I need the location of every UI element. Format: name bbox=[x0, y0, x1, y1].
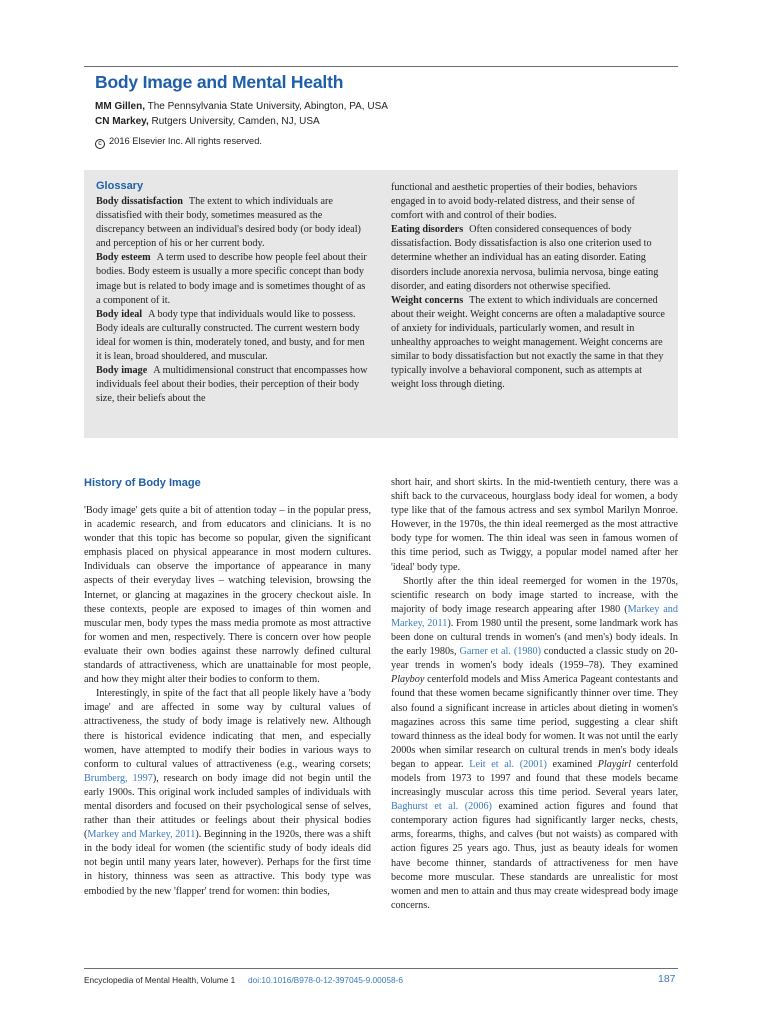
copyright-text: 2016 Elsevier Inc. All rights reserved. bbox=[109, 136, 262, 146]
section-heading: History of Body Image bbox=[84, 477, 201, 489]
glossary-definition: A term used to describe how people feel about their bodies. Body esteem is usually a more specific concept than body image but is related to body image and is sometimes thought of as a component of it. bbox=[96, 252, 367, 306]
citation-link[interactable]: Leit et al. (2001) bbox=[469, 758, 547, 770]
body-column-left bbox=[84, 504, 371, 899]
bottom-rule bbox=[84, 968, 678, 969]
body-paragraph bbox=[84, 687, 371, 898]
glossary-heading: Glossary bbox=[96, 180, 144, 192]
text-run: centerfold models from 1973 to 1997 and found that these models became increasingly muscular across this time period. Several years later, bbox=[391, 758, 678, 799]
citation-link[interactable]: Markey and Markey, 2011 bbox=[87, 829, 196, 841]
author-name: CN Markey, bbox=[95, 116, 149, 127]
glossary-column-right bbox=[391, 181, 669, 392]
glossary-term: Body ideal bbox=[96, 308, 143, 320]
glossary-definition: The extent to which individuals are concerned about their weight. Weight concerns are often a maladaptive source of anxiety for individuals, particularly women, and result in unhealthy approaches to weight management. Weight concerns are similar to body dissatisfaction but not exactly the same in that they typically involve a behavioral component, such as attempts at weight loss through dieting. bbox=[391, 294, 665, 391]
citation-link[interactable]: Markey and Markey, 2011 bbox=[391, 603, 678, 629]
text-run: examined action figures and found that contemporary action figures had significantly larger necks, chests, arms, forearms, thighs, and calves (but not waists) as compared with action figures 25 years ago. Thus, just as beauty ideals for women have become thinner, standards of attractiveness for men have become more muscular. These standards are unrealistic for most women and men to attain and thus may create widespread body image concerns. bbox=[391, 801, 678, 911]
body-column-right bbox=[391, 476, 678, 913]
body-paragraph: short hair, and short skirts. In the mid-twentieth century, there was a shift back to the curvaceous, hourglass body ideal for women, a body type like that of the famous actress and sex symbol Marilyn Monroe. However, in the 1970s, the thin ideal reemerged as the most attractive body type for women. The thin ideal was seen in famous women of this time period, such as Twiggy, a popular model named after her 'ideal' body type. bbox=[391, 477, 678, 573]
author-affiliation: Rutgers University, Camden, NJ, USA bbox=[151, 116, 320, 127]
glossary-entry bbox=[96, 251, 372, 307]
glossary-column-left bbox=[96, 195, 372, 406]
text-run: Shortly after the thin ideal reemerged for women in the 1970s, scientific research on body image started to increase, with the majority of body image research appearing after 1980 ( bbox=[391, 575, 678, 615]
glossary-entry bbox=[96, 308, 372, 364]
glossary-term: Eating disorders bbox=[391, 224, 464, 236]
text-run: Interestingly, in spite of the fact that all people likely have a 'body image' and are affected in some way by cultural values of attractiveness, the study of body image is relatively new. Although there is historical evidence indicating that men, and especially women, have attempted to modify their bodies in various ways to conform to cultural values of attractiveness (e.g., wearing corsets; bbox=[84, 688, 371, 770]
author-list bbox=[95, 99, 388, 129]
glossary-entry bbox=[391, 294, 669, 393]
text-run: ). From 1980 until the present, some landmark work has been done on cultural trends in women's (and men's) body ideals. In the early 1980s, bbox=[391, 617, 678, 658]
footer-doi-link[interactable]: doi:10.1016/B978-0-12-397045-9.00058-6 bbox=[248, 975, 403, 985]
glossary-definition: The extent to which individuals are dissatisfied with their body, sometimes measured as the discrepancy between an individual's desired body (or body ideal) and perception of his or her current body. bbox=[96, 196, 361, 250]
text-run: conducted a classic study on 20-year trends in women's body ideals (1959–78). They examined bbox=[391, 646, 678, 672]
page-number: 187 bbox=[658, 973, 676, 985]
author-name: MM Gillen, bbox=[95, 101, 145, 112]
citation-link[interactable]: Baghurst et al. (2006) bbox=[391, 801, 492, 813]
italic-text: Playboy bbox=[391, 674, 425, 686]
author-2 bbox=[95, 114, 388, 129]
glossary-definition: A multidimensional construct that encompasses how individuals feel about their bodies, their perception of their body size, their beliefs about the bbox=[96, 365, 368, 405]
text-run: ). Beginning in the 1920s, there was a shift in the body ideal for women (the scientific study of body ideals did not begin until many years later, however). Perhaps for the first time in history, thinness was seen as attractive. This body type was embodied by the new 'flapper' trend for women: thin bodies, bbox=[84, 829, 371, 897]
text-run: centerfold models and Miss America Pageant contestants and found that these women became significantly thinner over time. They also found a significant increase in articles about dieting in women's magazines across this same time period, suggesting a clear shift toward thinness as the ideal body for women. It was not until the early 2000s when similar research on cultural trends in men's body ideals began to appear. bbox=[391, 674, 678, 770]
author-affiliation: The Pennsylvania State University, Abington, PA, USA bbox=[147, 101, 388, 112]
citation-link[interactable]: Garner et al. (1980) bbox=[459, 646, 541, 658]
footer-journal: Encyclopedia of Mental Health, Volume 1 bbox=[84, 975, 236, 985]
glossary-term: Body esteem bbox=[96, 252, 151, 264]
body-paragraph: 'Body image' gets quite a bit of attention today – in the popular press, in academic research, and from educators and clinicians. It is no wonder that this topic has become so popular, given the significant emphasis placed on physical appearance in most modern cultures. Individuals can observe the importance of appearance in many aspects of their everyday lives – watching television, browsing the Internet, or glancing at magazines in the grocery checkout aisle. In these contexts, people are exposed to images of thin women and muscular men, body types the mass media promote as most attractive for women and men, respectively. There is concern over how people evaluate their own bodies against these narrowly defined cultural standards of attractiveness, which are unattainable for most people, and how they might alter their bodies to conform to them. bbox=[84, 505, 371, 686]
glossary-term: Body dissatisfaction bbox=[96, 196, 183, 207]
author-1 bbox=[95, 99, 388, 114]
text-run: ), research on body image did not begin until the early 1900s. This original work included samples of individuals with mental disorders and focused on their psychological sense of selves, rather than their attitudes or feelings about their physical bodies ( bbox=[84, 772, 371, 841]
top-rule bbox=[84, 66, 678, 67]
glossary-continuation: functional and aesthetic properties of their bodies, behaviors engaged in to avoid body-related distress, and their sense of comfort with and control of their bodies. bbox=[391, 182, 638, 222]
copyright-line bbox=[95, 136, 262, 149]
italic-text: Playgirl bbox=[597, 758, 632, 770]
text-run: examined bbox=[546, 758, 598, 770]
citation-link[interactable]: Brumberg, 1997 bbox=[84, 772, 153, 784]
body-paragraph bbox=[391, 575, 678, 913]
glossary-definition: A body type that individuals would like to possess. Body ideals are culturally constructed. The current western body ideal for women is thin, moderately toned, and busty, and for men it is lean, broad shouldered, and muscular. bbox=[96, 308, 365, 363]
glossary-entry bbox=[391, 223, 669, 293]
copyright-icon: c bbox=[95, 139, 105, 149]
glossary-entry bbox=[96, 195, 372, 251]
glossary-term: Body image bbox=[96, 365, 148, 377]
glossary-term: Weight concerns bbox=[391, 294, 464, 306]
glossary-entry bbox=[96, 364, 372, 406]
glossary-definition: Often considered consequences of body dissatisfaction. Body dissatisfaction is also one criterion used to determine whether an individual has an eating disorder. Eating disorders include anorexia nervosa, bulimia nervosa, binge eating disorder, and eating disorders not otherwise specified. bbox=[391, 224, 659, 292]
article-title: Body Image and Mental Health bbox=[95, 72, 344, 92]
